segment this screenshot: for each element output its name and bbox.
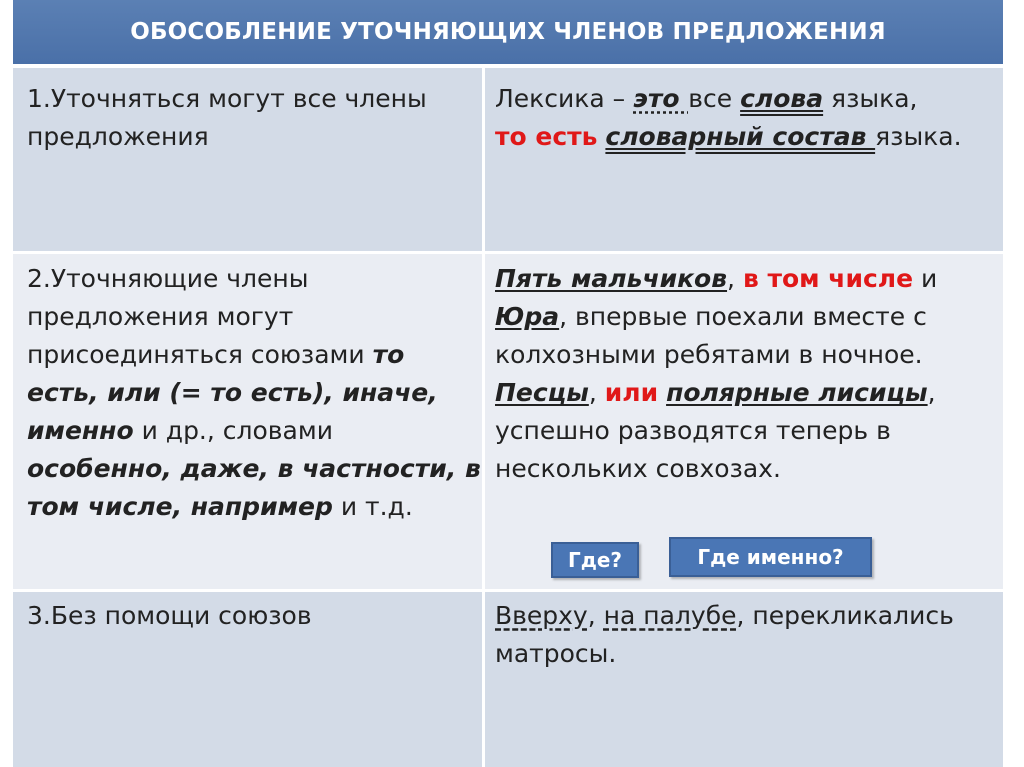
rule-cell-1 — [13, 68, 482, 251]
adverbial-phrase: на палубе — [603, 601, 737, 630]
question-label-where: Где? — [551, 542, 639, 578]
predicate-word: это — [633, 84, 689, 113]
example-text: , — [727, 264, 743, 293]
conjunction-list: то есть, или (= то есть), иначе, именно — [27, 340, 438, 445]
predicate-word: слова — [740, 84, 824, 113]
example-cell-3 — [485, 592, 1003, 767]
example-text: языка. — [875, 122, 962, 151]
example-cell-1 — [485, 68, 1003, 251]
subject-phrase: Юра — [495, 302, 560, 331]
word-list: особенно, даже, в частности, в том числе, например — [27, 454, 481, 521]
rule-cell-3 — [13, 592, 482, 767]
example-text: , успешно разводятся теперь в нескольких совхозах. — [495, 378, 936, 483]
example-text: и — [913, 264, 938, 293]
subject-phrase: Пять мальчиков — [495, 264, 728, 293]
example-text: , перекликались матросы. — [495, 601, 954, 668]
example-text: , — [588, 378, 605, 407]
question-label-where-exactly: Где именно? — [669, 537, 872, 577]
rule-cell-2 — [13, 254, 482, 589]
example-text: языка, — [823, 84, 918, 113]
conjunction-highlight: или — [604, 378, 659, 407]
example-text — [658, 378, 666, 407]
subject-phrase: Песцы — [495, 378, 589, 407]
example-text: , — [587, 601, 604, 630]
rule-text: и др., словами — [133, 416, 333, 445]
example-text: , впервые поехали вместе с колхозными ребятами в ночное. — [495, 302, 927, 369]
example-text: Лексика – — [495, 84, 634, 113]
clarifying-member: словарный состав — [605, 122, 876, 151]
rule-text: и т.д. — [332, 492, 413, 521]
page-title: ОБОСОБЛЕНИЕ УТОЧНЯЮЩИХ ЧЛЕНОВ ПРЕДЛОЖЕНИЯ — [13, 0, 1003, 64]
conjunction-highlight: то есть — [495, 122, 598, 151]
rule-text: 1.Уточняться могут все члены предложения — [27, 84, 427, 151]
adverbial-phrase: Вверху — [495, 601, 588, 630]
rule-text: 3.Без помощи союзов — [27, 601, 312, 630]
rule-text: 2.Уточняющие члены предложения могут присоединяться союзами — [27, 264, 373, 369]
subject-phrase: полярные лисицы — [666, 378, 928, 407]
slide — [13, 0, 1003, 767]
example-text: все — [688, 84, 741, 113]
conjunction-highlight: в том числе — [742, 264, 914, 293]
